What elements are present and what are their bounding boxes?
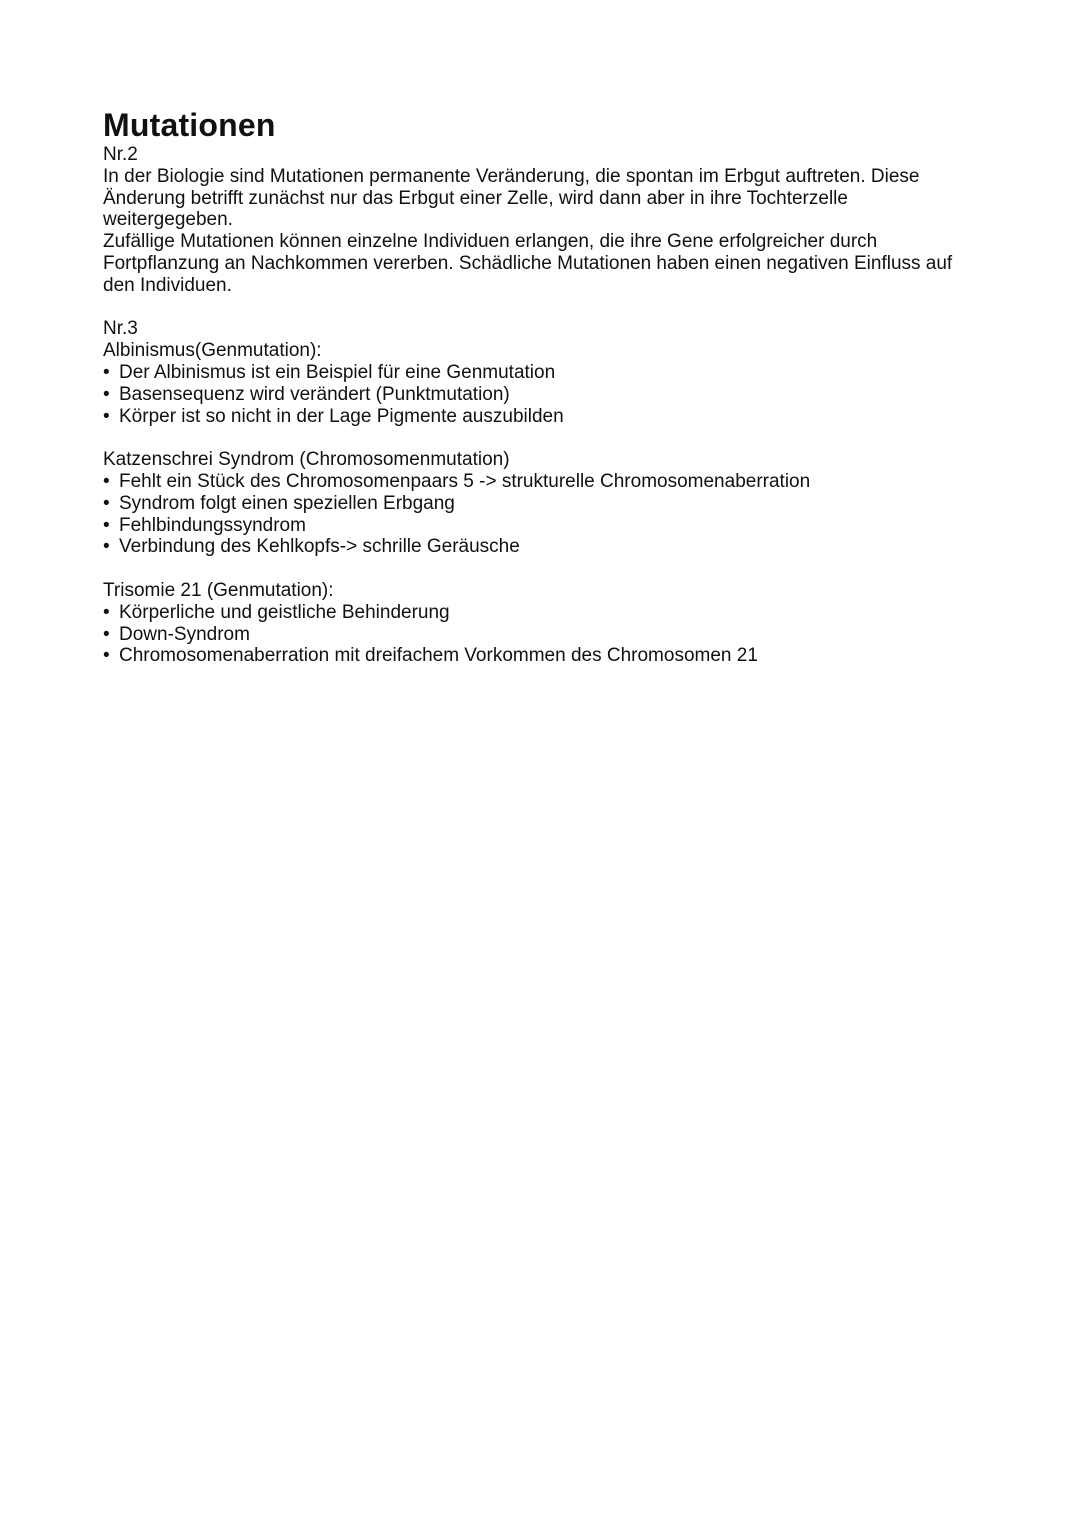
section-label-nr3: Nr.3 bbox=[103, 318, 138, 340]
list-item: • Fehlbindungssyndrom bbox=[103, 515, 983, 537]
list-item: • Der Albinismus ist ein Beispiel für eine Genmutation bbox=[103, 362, 983, 384]
list-item: • Chromosomenaberration mit dreifachem Vorkommen des Chromosomen 21 bbox=[103, 645, 983, 667]
paragraph-definition: In der Biologie sind Mutationen permanente Veränderung, die spontan im Erbgut auftreten. Diese Änderung betrifft zunächst nur das Erbgut einer Zelle, wird dann aber in ihre Tochterzelle weitergegeben. bbox=[103, 165, 920, 231]
albinismus-heading: Albinismus(Genmutation): bbox=[103, 340, 322, 362]
list-item: • Körperliche und geistliche Behinderung bbox=[103, 602, 983, 624]
page-title: Mutationen bbox=[103, 107, 276, 143]
spacer bbox=[103, 427, 983, 449]
list-item: • Körper ist so nicht in der Lage Pigmente auszubilden bbox=[103, 406, 983, 428]
paragraph-effects: Zufällige Mutationen können einzelne Individuen erlangen, die ihre Gene erfolgreicher durch Fortpflanzung an Nachkommen vererben. Schädliche Mutationen haben einen negativen Einfluss auf den Individuen. bbox=[103, 231, 953, 296]
katzenschrei-list bbox=[103, 471, 983, 558]
trisomie-heading: Trisomie 21 (Genmutation): bbox=[103, 579, 334, 601]
section-label-nr2: Nr.2 bbox=[103, 144, 138, 165]
list-item: • Syndrom folgt einen speziellen Erbgang bbox=[103, 493, 983, 515]
list-item: • Verbindung des Kehlkopfs-> schrille Geräusche bbox=[103, 536, 983, 558]
list-item: • Fehlt ein Stück des Chromosomenpaars 5 -> strukturelle Chromosomenaberration bbox=[103, 471, 983, 493]
katzenschrei-heading: Katzenschrei Syndrom (Chromosomenmutation) bbox=[103, 449, 510, 471]
albinismus-list bbox=[103, 362, 983, 427]
trisomie-list bbox=[103, 602, 983, 667]
spacer bbox=[103, 558, 983, 580]
list-item: • Down-Syndrom bbox=[103, 624, 983, 646]
list-item: • Basensequenz wird verändert (Punktmutation) bbox=[103, 384, 983, 406]
spacer bbox=[103, 297, 983, 319]
document-page bbox=[103, 106, 983, 667]
